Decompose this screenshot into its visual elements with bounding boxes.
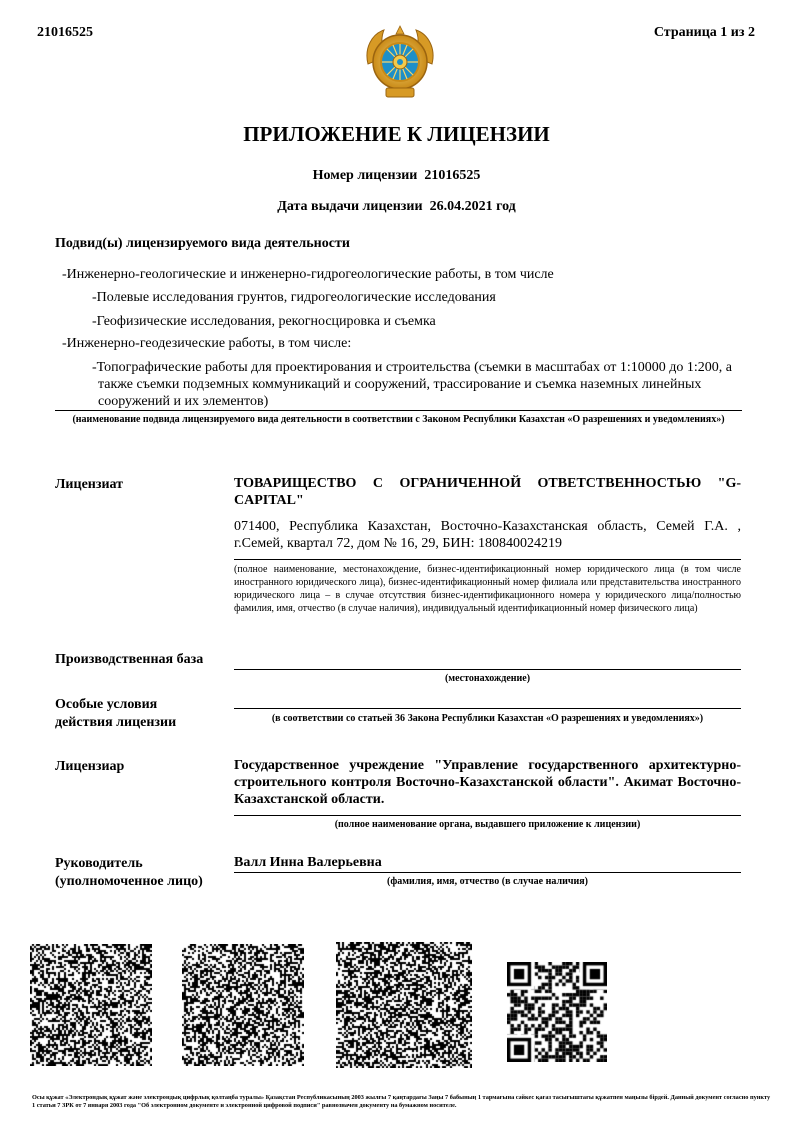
licensee-label: Лицензиат — [55, 477, 124, 492]
page-title: ПРИЛОЖЕНИЕ К ЛИЦЕНЗИИ — [243, 122, 550, 146]
state-emblem-icon — [362, 22, 438, 102]
subtypes-heading: Подвид(ы) лицензируемого вида деятельности — [55, 236, 350, 251]
license-date-label: Дата выдачи лицензии — [277, 199, 423, 214]
document-number: 21016525 — [37, 25, 93, 40]
licensee-note: (полное наименование, местонахождение, бизнес-идентификационный номер юридического лица (в том числе иностранного юридического лица), бизнес-идентификационный номер филиала или представительства иностранного юридического лица – в случае отсутствия бизнес-идентификационного номера у юридического лица/полностью фамилия, имя, отчество (в случае наличия), индивидуальный идентификационный номер физического лица) — [234, 564, 741, 614]
licensor-note: (полное наименование органа, выдавшего приложение к лицензии) — [334, 819, 641, 830]
license-date-line — [0, 199, 793, 215]
footer-legal-text: Осы құжат «Электрондық құжат және электрондық цифрлық қолтаңба туралы» Қазақстан Республикасының 2003 жылғы 7 қаңтардағы Заңы 7 бабының 1 тармағына сәйкес қағаз тасығыштағы құжатпен маңызы бірдей. Данный документ согласно пункту 1 статьи 7 ЗРК от 7 января 2003 года "Об электронном документе и электронной цифровой подписи" равнозначен документу на бумажном носителе. — [32, 1094, 771, 1109]
special-conditions-note: (в соответствии со статьей 36 Закона Республики Казахстан «О разрешениях и уведомлениях») — [271, 713, 704, 724]
production-base-note: (местонахождение) — [444, 673, 531, 684]
list-item: -Инженерно-геологические и инженерно-гидрогеологические работы, в том числе — [62, 267, 554, 282]
barcode-icon — [182, 944, 304, 1066]
license-date-value: 26.04.2021 год — [429, 199, 516, 214]
divider — [234, 815, 741, 816]
barcode-icon — [30, 944, 152, 1066]
divider — [234, 559, 741, 560]
head-name: Валл Инна Валерьевна — [234, 855, 382, 870]
divider — [55, 410, 742, 411]
divider — [234, 669, 741, 670]
licensee-address: 071400, Республика Казахстан, Восточно-Казахстанская область, Семей Г.А. , г.Семей, квартал 72, дом № 16, 29, БИН: 180840024219 — [234, 519, 741, 551]
subtypes-note: (наименование подвида лицензируемого вида деятельности в соответствии с Законом Республики Казахстан «О разрешениях и уведомлениях») — [72, 414, 725, 425]
head-label: Руководитель (уполномоченное лицо) — [55, 856, 203, 889]
barcode-icon — [336, 942, 472, 1068]
list-item: -Геофизические исследования, рекогносцировка и съемка — [92, 314, 436, 329]
divider — [234, 708, 741, 709]
licensee-name: ТОВАРИЩЕСТВО С ОГРАНИЧЕННОЙ ОТВЕТСТВЕННОСТЬЮ "G-CAPITAL" — [234, 476, 741, 508]
divider — [234, 872, 741, 873]
license-number-value: 21016525 — [424, 168, 481, 183]
license-number-line — [0, 168, 793, 184]
production-base-label: Производственная база — [55, 652, 204, 667]
list-item: -Полевые исследования грунтов, гидрогеологические исследования — [92, 290, 496, 305]
list-item: -Топографические работы для проектирования и строительства (съемки в масштабах от 1:10000 до 1:200, а также съемки подземных коммуникаций и сооружений, трассирование и съемка наземных линейных сооружений и их элементов) — [92, 360, 733, 409]
list-item: -Инженерно-геодезические работы, в том числе: — [62, 336, 352, 351]
head-note: (фамилия, имя, отчество (в случае наличия) — [387, 876, 588, 887]
page-indicator: Страница 1 из 2 — [653, 25, 755, 40]
qr-code-icon — [507, 962, 607, 1062]
special-conditions-label: Особые условия действия лицензии — [55, 697, 177, 730]
licensor-name: Государственное учреждение "Управление государственного архитектурно-строительного контроля Восточно-Казахстанской области". Акимат Восточно-Казахстанской области. — [234, 758, 741, 807]
license-number-label: Номер лицензии — [312, 168, 418, 183]
licensor-label: Лицензиар — [55, 759, 125, 774]
